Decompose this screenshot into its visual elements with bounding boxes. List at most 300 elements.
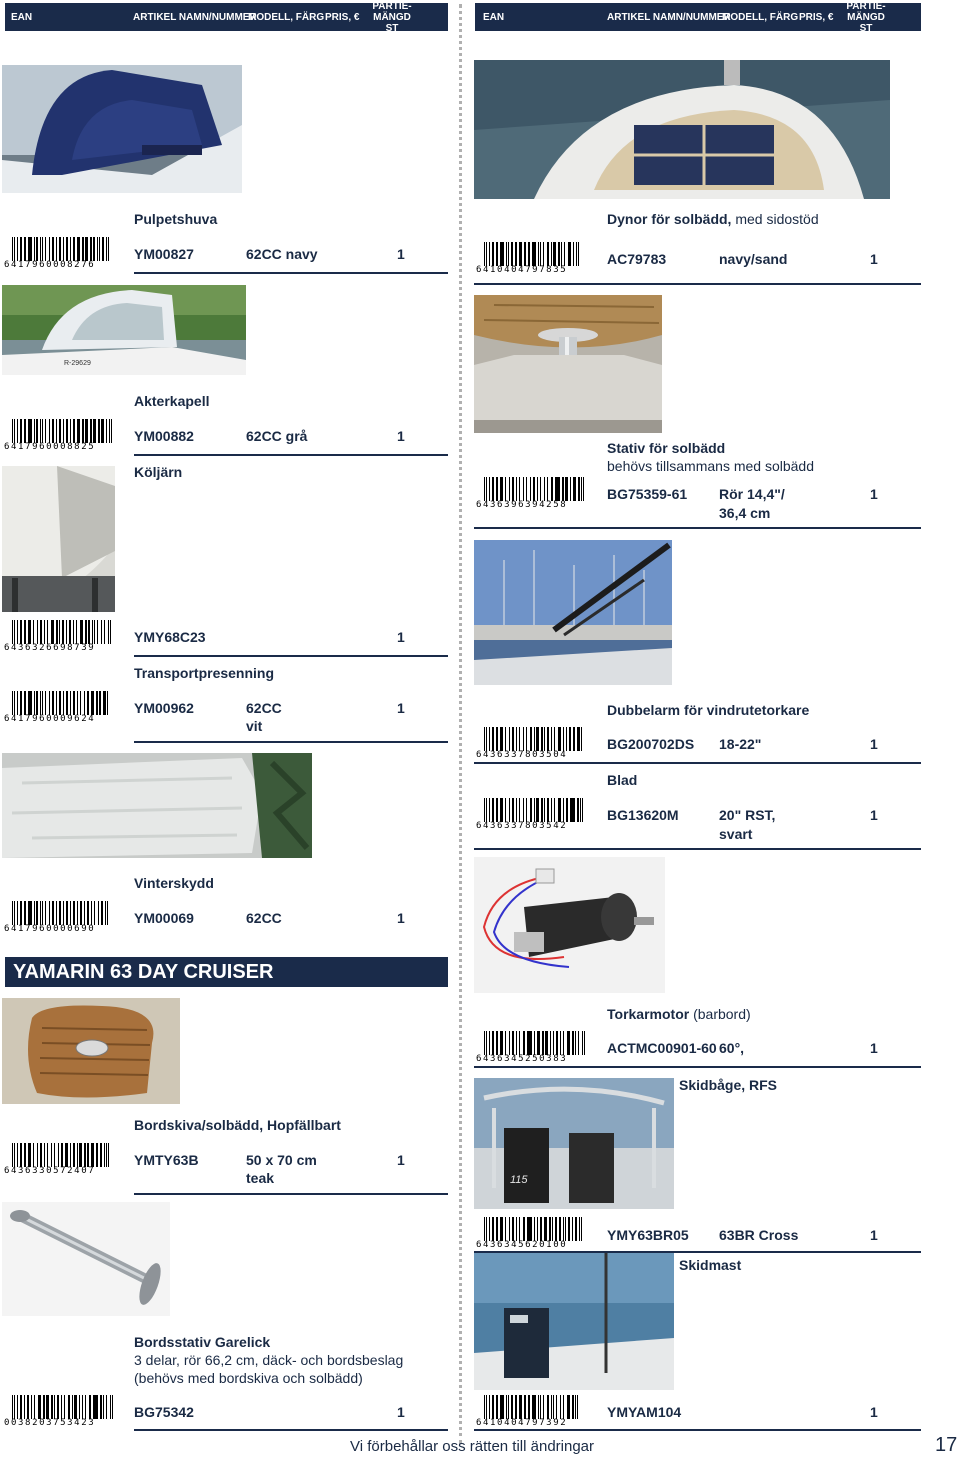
barcode — [476, 798, 596, 832]
barcode-bar — [105, 691, 106, 715]
barcode-bar — [554, 798, 555, 822]
barcode-bar — [547, 727, 549, 751]
barcode-bar — [576, 242, 577, 266]
barcode-bar — [552, 1217, 553, 1241]
barcode-bar — [88, 620, 90, 644]
row-rule — [134, 272, 448, 274]
barcode-bar — [105, 901, 106, 925]
quantity: 1 — [397, 428, 405, 444]
barcode-bar — [12, 237, 13, 261]
barcode-bar — [42, 237, 43, 261]
barcode-bar — [20, 1143, 22, 1167]
barcode-bar — [516, 798, 517, 822]
barcode-bar — [47, 620, 48, 644]
barcode-bar — [489, 727, 490, 751]
desc-stativ: behövs tillsammans med solbädd — [607, 458, 814, 474]
barcode-digits: 6417960008276 — [4, 260, 96, 270]
header-ean: EAN — [11, 11, 33, 23]
barcode-digits: 6436326698739 — [4, 643, 96, 653]
barcode-bar — [70, 1143, 71, 1167]
barcode-bar — [107, 691, 108, 715]
barcode-bar — [14, 691, 15, 715]
barcode-digits: 6436345250383 — [476, 1054, 568, 1064]
barcode-bar — [529, 1217, 532, 1241]
barcode-bar — [582, 1031, 583, 1055]
barcode-bar — [523, 798, 524, 822]
barcode — [4, 419, 124, 453]
barcode-bar — [511, 1395, 513, 1419]
barcode-bar — [106, 1395, 107, 1419]
barcode-bar — [572, 1217, 573, 1241]
barcode-bar — [42, 691, 43, 715]
barcode-bar — [544, 1217, 547, 1241]
barcode-bar — [496, 242, 498, 266]
barcode-bar — [573, 727, 575, 751]
barcode-bar — [505, 1031, 506, 1055]
row-rule — [474, 1066, 921, 1068]
barcode-bar — [93, 237, 95, 261]
barcode-bar — [62, 620, 64, 644]
barcode-bar — [98, 419, 100, 443]
barcode-bar — [106, 419, 107, 443]
barcode-bar — [567, 1031, 570, 1055]
barcode-bar — [96, 1143, 98, 1167]
barcode-bar — [43, 1395, 45, 1419]
barcode-bar — [108, 1143, 109, 1167]
barcode-bar — [484, 798, 485, 822]
barcode-bar — [577, 798, 579, 822]
article-number: BG75342 — [134, 1404, 194, 1420]
barcode-digits: 6436337803542 — [476, 821, 568, 831]
barcode-bar — [519, 1031, 520, 1055]
title-stativ: Stativ för solbädd — [607, 440, 726, 456]
title-bordskiva — [134, 1117, 341, 1134]
barcode-bar — [537, 1031, 540, 1055]
article-number: YMY63BR05 — [607, 1227, 689, 1243]
barcode-bar — [70, 237, 71, 261]
barcode-bar — [558, 798, 561, 822]
title-akterkapell: Akterkapell — [134, 393, 210, 409]
barcode-bar — [73, 237, 75, 261]
barcode-bar — [20, 691, 22, 715]
barcode-bar — [76, 620, 77, 644]
barcode-bar — [110, 620, 111, 644]
barcode-bar — [575, 1031, 576, 1055]
barcode-bar — [20, 901, 22, 925]
barcode-bar — [584, 1031, 585, 1055]
article-number: BG200702DS — [607, 736, 695, 752]
barcode-bar — [559, 1217, 561, 1241]
barcode-bar — [577, 1395, 578, 1419]
barcode-bar — [560, 1031, 561, 1055]
barcode-bar — [484, 1395, 485, 1419]
barcode-bar — [12, 620, 13, 644]
barcode-bar — [505, 727, 506, 751]
title-transportpresenning: Transportpresenning — [134, 665, 275, 681]
barcode-bar — [99, 691, 101, 715]
barcode-bar — [44, 1143, 45, 1167]
barcode-bar — [566, 727, 567, 751]
barcode-bar — [80, 901, 82, 925]
barcode-bar — [519, 727, 520, 751]
barcode-bar — [52, 901, 54, 925]
barcode-bar — [40, 419, 41, 443]
page-number: 17 — [935, 1434, 958, 1456]
barcode-bar — [30, 901, 32, 925]
barcode-bar — [573, 242, 574, 266]
barcode-bar — [534, 1217, 535, 1241]
barcode-bar — [502, 1031, 503, 1055]
barcode-bar — [496, 727, 498, 751]
barcode-bar — [56, 237, 57, 261]
desc-bordsstativ-1: 3 delar, rör 66,2 cm, däck- och bordsbeslag — [134, 1352, 404, 1368]
barcode-bar — [572, 1395, 574, 1419]
barcode — [4, 691, 124, 725]
article-number: BG13620M — [607, 807, 679, 823]
barcode-digits: 6417960000690 — [4, 924, 96, 934]
barcode-bar — [24, 1395, 25, 1419]
barcode-bar — [523, 1217, 525, 1241]
barcode-bar — [30, 237, 32, 261]
barcode-bar — [96, 691, 98, 715]
barcode-bar — [58, 1143, 59, 1167]
barcode-bar — [40, 901, 41, 925]
barcode-bar — [528, 1395, 530, 1419]
barcode-bar — [534, 727, 535, 751]
barcode-bar — [516, 1217, 517, 1241]
barcode-bar — [505, 1217, 506, 1241]
barcode — [476, 242, 596, 276]
barcode-bar — [51, 1143, 52, 1167]
barcode-bar — [519, 477, 520, 501]
quantity: 1 — [870, 736, 878, 752]
barcode-bar — [30, 1143, 31, 1167]
barcode-bar — [557, 477, 560, 501]
barcode-bar — [556, 1395, 557, 1419]
barcode-bar — [59, 691, 61, 715]
barcode-bar — [109, 419, 110, 443]
model-color: 18-22" — [719, 736, 762, 752]
barcode-bar — [14, 1395, 15, 1419]
article-number: YM00069 — [134, 910, 194, 926]
barcode-bar — [541, 798, 543, 822]
barcode-bar — [87, 691, 89, 715]
title-dubbelarm: Dubbelarm för vindrutetorkare — [607, 702, 810, 718]
barcode-bar — [30, 691, 32, 715]
svg-text:R-29629: R-29629 — [64, 360, 91, 367]
barcode-bar — [79, 1143, 82, 1167]
article-number: YM00827 — [134, 246, 194, 262]
barcode-bar — [49, 419, 50, 443]
article-number: YMY68C23 — [134, 629, 206, 645]
barcode-bar — [52, 237, 54, 261]
barcode-bar — [526, 798, 527, 822]
barcode-digits: 6417960008825 — [4, 442, 96, 452]
barcode-bar — [36, 237, 38, 261]
barcode-bar — [544, 477, 545, 501]
barcode-bar — [521, 1395, 522, 1419]
barcode-bar — [51, 620, 54, 644]
row-rule — [474, 283, 921, 285]
barcode-bar — [505, 477, 506, 501]
model-color: 63BR Cross — [719, 1227, 799, 1243]
barcode-bar — [484, 1031, 485, 1055]
barcode-bar — [563, 1031, 564, 1055]
photo-dubbelarm — [474, 540, 672, 685]
title-blad: Blad — [607, 772, 638, 788]
barcode — [476, 727, 596, 761]
barcode-bar — [496, 477, 498, 501]
barcode-bar — [20, 237, 22, 261]
barcode-bar — [17, 620, 18, 644]
quantity: 1 — [397, 700, 405, 716]
barcode-bar — [561, 242, 562, 266]
barcode-bar — [523, 477, 524, 501]
barcode-bar — [484, 1217, 485, 1241]
barcode-bar — [82, 1395, 83, 1419]
footer-note: Vi förbehållar oss rätten till ändringar — [350, 1438, 595, 1455]
barcode-bar — [551, 727, 552, 751]
barcode-digits: 6436396394258 — [476, 500, 568, 510]
barcode-bar — [530, 798, 532, 822]
barcode-bar — [36, 419, 38, 443]
quantity: 1 — [397, 629, 405, 645]
barcode-bar — [519, 1217, 520, 1241]
barcode-bar — [73, 1143, 75, 1167]
barcode — [476, 1031, 596, 1065]
barcode-bar — [558, 727, 561, 751]
barcode-bar — [82, 419, 84, 443]
barcode-bar — [12, 691, 13, 715]
barcode-bar — [40, 620, 42, 644]
barcode-bar — [61, 1395, 62, 1419]
barcode-bar — [95, 1395, 98, 1419]
barcode-bar — [85, 620, 87, 644]
table-header-left — [5, 0, 448, 34]
barcode-bar — [492, 727, 494, 751]
barcode-bar — [66, 620, 67, 644]
barcode-bar — [565, 477, 568, 501]
barcode-bar — [563, 727, 564, 751]
section-title: YAMARIN 63 DAY CRUISER — [5, 957, 448, 987]
header-qty-line2: MÄNGD ST — [847, 11, 885, 34]
barcode-bar — [543, 242, 544, 266]
barcode-bar — [14, 237, 15, 261]
quantity: 1 — [870, 1404, 878, 1420]
barcode-bar — [20, 419, 22, 443]
barcode-bar — [70, 691, 71, 715]
barcode-bar — [63, 419, 64, 443]
model-color: 20" RST, — [719, 807, 776, 823]
barcode-bar — [97, 237, 98, 261]
title-dynor-rest: med sidostöd — [731, 211, 819, 227]
barcode-digits: 0038203753423 — [4, 1418, 96, 1428]
barcode-bar — [492, 1395, 494, 1419]
barcode-bar — [551, 242, 552, 266]
quantity: 1 — [870, 486, 878, 502]
barcode-bar — [486, 727, 487, 751]
barcode-bar — [70, 901, 71, 925]
barcode-bar — [526, 477, 527, 501]
barcode-bar — [509, 727, 510, 751]
svg-text:115: 115 — [510, 1174, 528, 1186]
header-qty-line2: MÄNGD ST — [373, 11, 411, 34]
barcode-bar — [59, 620, 60, 644]
barcode-bar — [54, 1395, 55, 1419]
barcode-bar — [36, 901, 38, 925]
barcode-bar — [90, 237, 92, 261]
barcode-bar — [484, 727, 485, 751]
barcode-bar — [579, 1217, 580, 1241]
barcode-bar — [33, 620, 34, 644]
barcode-bar — [56, 620, 58, 644]
photo-dynor — [474, 60, 890, 199]
model-color: navy/sand — [719, 251, 788, 267]
barcode-bar — [17, 419, 18, 443]
barcode-bar — [80, 691, 81, 715]
barcode-bar — [542, 1031, 544, 1055]
model-color: 62CC — [246, 910, 282, 926]
quantity: 1 — [397, 1152, 405, 1168]
barcode-bar — [567, 1395, 570, 1419]
barcode-bar — [508, 242, 509, 266]
column-divider — [459, 4, 462, 1444]
barcode-bar — [569, 727, 571, 751]
barcode-bar — [12, 419, 13, 443]
model-color-line2: 36,4 cm — [719, 505, 771, 521]
row-rule — [474, 762, 921, 764]
barcode-bar — [24, 419, 26, 443]
barcode-bar — [107, 901, 108, 925]
barcode-bar — [90, 419, 92, 443]
barcode-bar — [108, 620, 109, 644]
barcode-bar — [545, 1031, 548, 1055]
photo-koljarn — [2, 466, 115, 612]
barcode-bar — [77, 1143, 78, 1167]
quantity: 1 — [870, 1040, 878, 1056]
barcode-bar — [69, 620, 71, 644]
barcode-bar — [42, 419, 43, 443]
barcode-bar — [502, 477, 503, 501]
barcode-bar — [530, 727, 532, 751]
barcode-bar — [537, 1217, 538, 1241]
title-skidmast: Skidmast — [679, 1257, 742, 1273]
barcode-bar — [45, 419, 46, 443]
title-vinterskydd: Vinterskydd — [134, 875, 214, 891]
barcode-bar — [49, 901, 50, 925]
barcode-bar — [42, 901, 43, 925]
barcode-bar — [91, 691, 94, 715]
barcode-bar — [14, 901, 15, 925]
title-koljarn: Köljärn — [134, 464, 183, 480]
barcode-bar — [572, 1031, 574, 1055]
barcode-bar — [489, 1395, 490, 1419]
barcode-bar — [12, 1143, 13, 1167]
barcode-bar — [540, 242, 541, 266]
barcode-bar — [534, 242, 536, 266]
article-number: ACTMC00901-60 — [607, 1040, 717, 1056]
barcode-bar — [502, 798, 503, 822]
barcode-bar — [56, 691, 57, 715]
barcode-bar — [544, 727, 545, 751]
title-skidbage: Skidbåge, RFS — [679, 1077, 778, 1093]
barcode-bar — [12, 901, 13, 925]
barcode-bar — [14, 419, 15, 443]
barcode-bar — [110, 1395, 111, 1419]
barcode-bar — [87, 901, 89, 925]
barcode-bar — [30, 419, 32, 443]
barcode-bar — [87, 1143, 89, 1167]
title-bordskiva-bold: Bordskiva/solbädd, — [134, 1117, 264, 1133]
barcode-bar — [534, 798, 535, 822]
barcode-bar — [553, 242, 556, 266]
barcode-bar — [40, 1143, 42, 1167]
barcode-bar — [536, 727, 539, 751]
barcode-bar — [563, 1395, 564, 1419]
barcode-bar — [27, 1395, 29, 1419]
barcode — [4, 620, 124, 654]
barcode-bar — [17, 237, 18, 261]
barcode-bar — [524, 1395, 526, 1419]
article-number: YM00962 — [134, 700, 194, 716]
barcode-bar — [506, 242, 507, 266]
barcode-bar — [101, 419, 104, 443]
barcode-bar — [515, 242, 517, 266]
barcode-bar — [486, 1031, 487, 1055]
row-rule — [134, 741, 448, 743]
barcode-bar — [486, 1395, 487, 1419]
barcode-bar — [79, 1395, 80, 1419]
header-price: PRIS, € — [325, 11, 360, 23]
barcode-bar — [31, 1395, 32, 1419]
barcode-bar — [111, 419, 112, 443]
barcode-bar — [533, 477, 535, 501]
barcode-bar — [583, 477, 584, 501]
header-ean: EAN — [483, 11, 505, 23]
barcode-bar — [98, 901, 99, 925]
barcode-bar — [553, 1395, 554, 1419]
barcode-bar — [543, 1395, 544, 1419]
barcode-bar — [534, 1395, 536, 1419]
barcode-bar — [540, 477, 541, 501]
barcode-bar — [73, 901, 75, 925]
barcode-bar — [45, 901, 46, 925]
barcode-bar — [484, 242, 485, 266]
barcode-bar — [581, 1217, 582, 1241]
barcode-bar — [102, 237, 104, 261]
barcode-bar — [44, 620, 45, 644]
barcode-bar — [511, 242, 513, 266]
barcode-bar — [17, 901, 18, 925]
barcode-bar — [575, 1395, 576, 1419]
barcode-bar — [66, 691, 68, 715]
barcode-bar — [512, 1217, 514, 1241]
barcode-bar — [516, 477, 517, 501]
barcode-digits: 6436337803504 — [476, 750, 568, 760]
barcode-bar — [489, 798, 490, 822]
barcode-bar — [38, 1395, 41, 1419]
barcode-bar — [40, 237, 41, 261]
barcode-bar — [492, 477, 494, 501]
barcode-bar — [486, 242, 487, 266]
photo-akterkapell — [2, 285, 246, 375]
barcode-bar — [72, 1395, 73, 1419]
barcode-bar — [544, 798, 545, 822]
barcode-bar — [52, 419, 54, 443]
barcode-bar — [47, 1143, 48, 1167]
barcode-bar — [12, 1395, 13, 1419]
barcode-bar — [30, 620, 31, 644]
